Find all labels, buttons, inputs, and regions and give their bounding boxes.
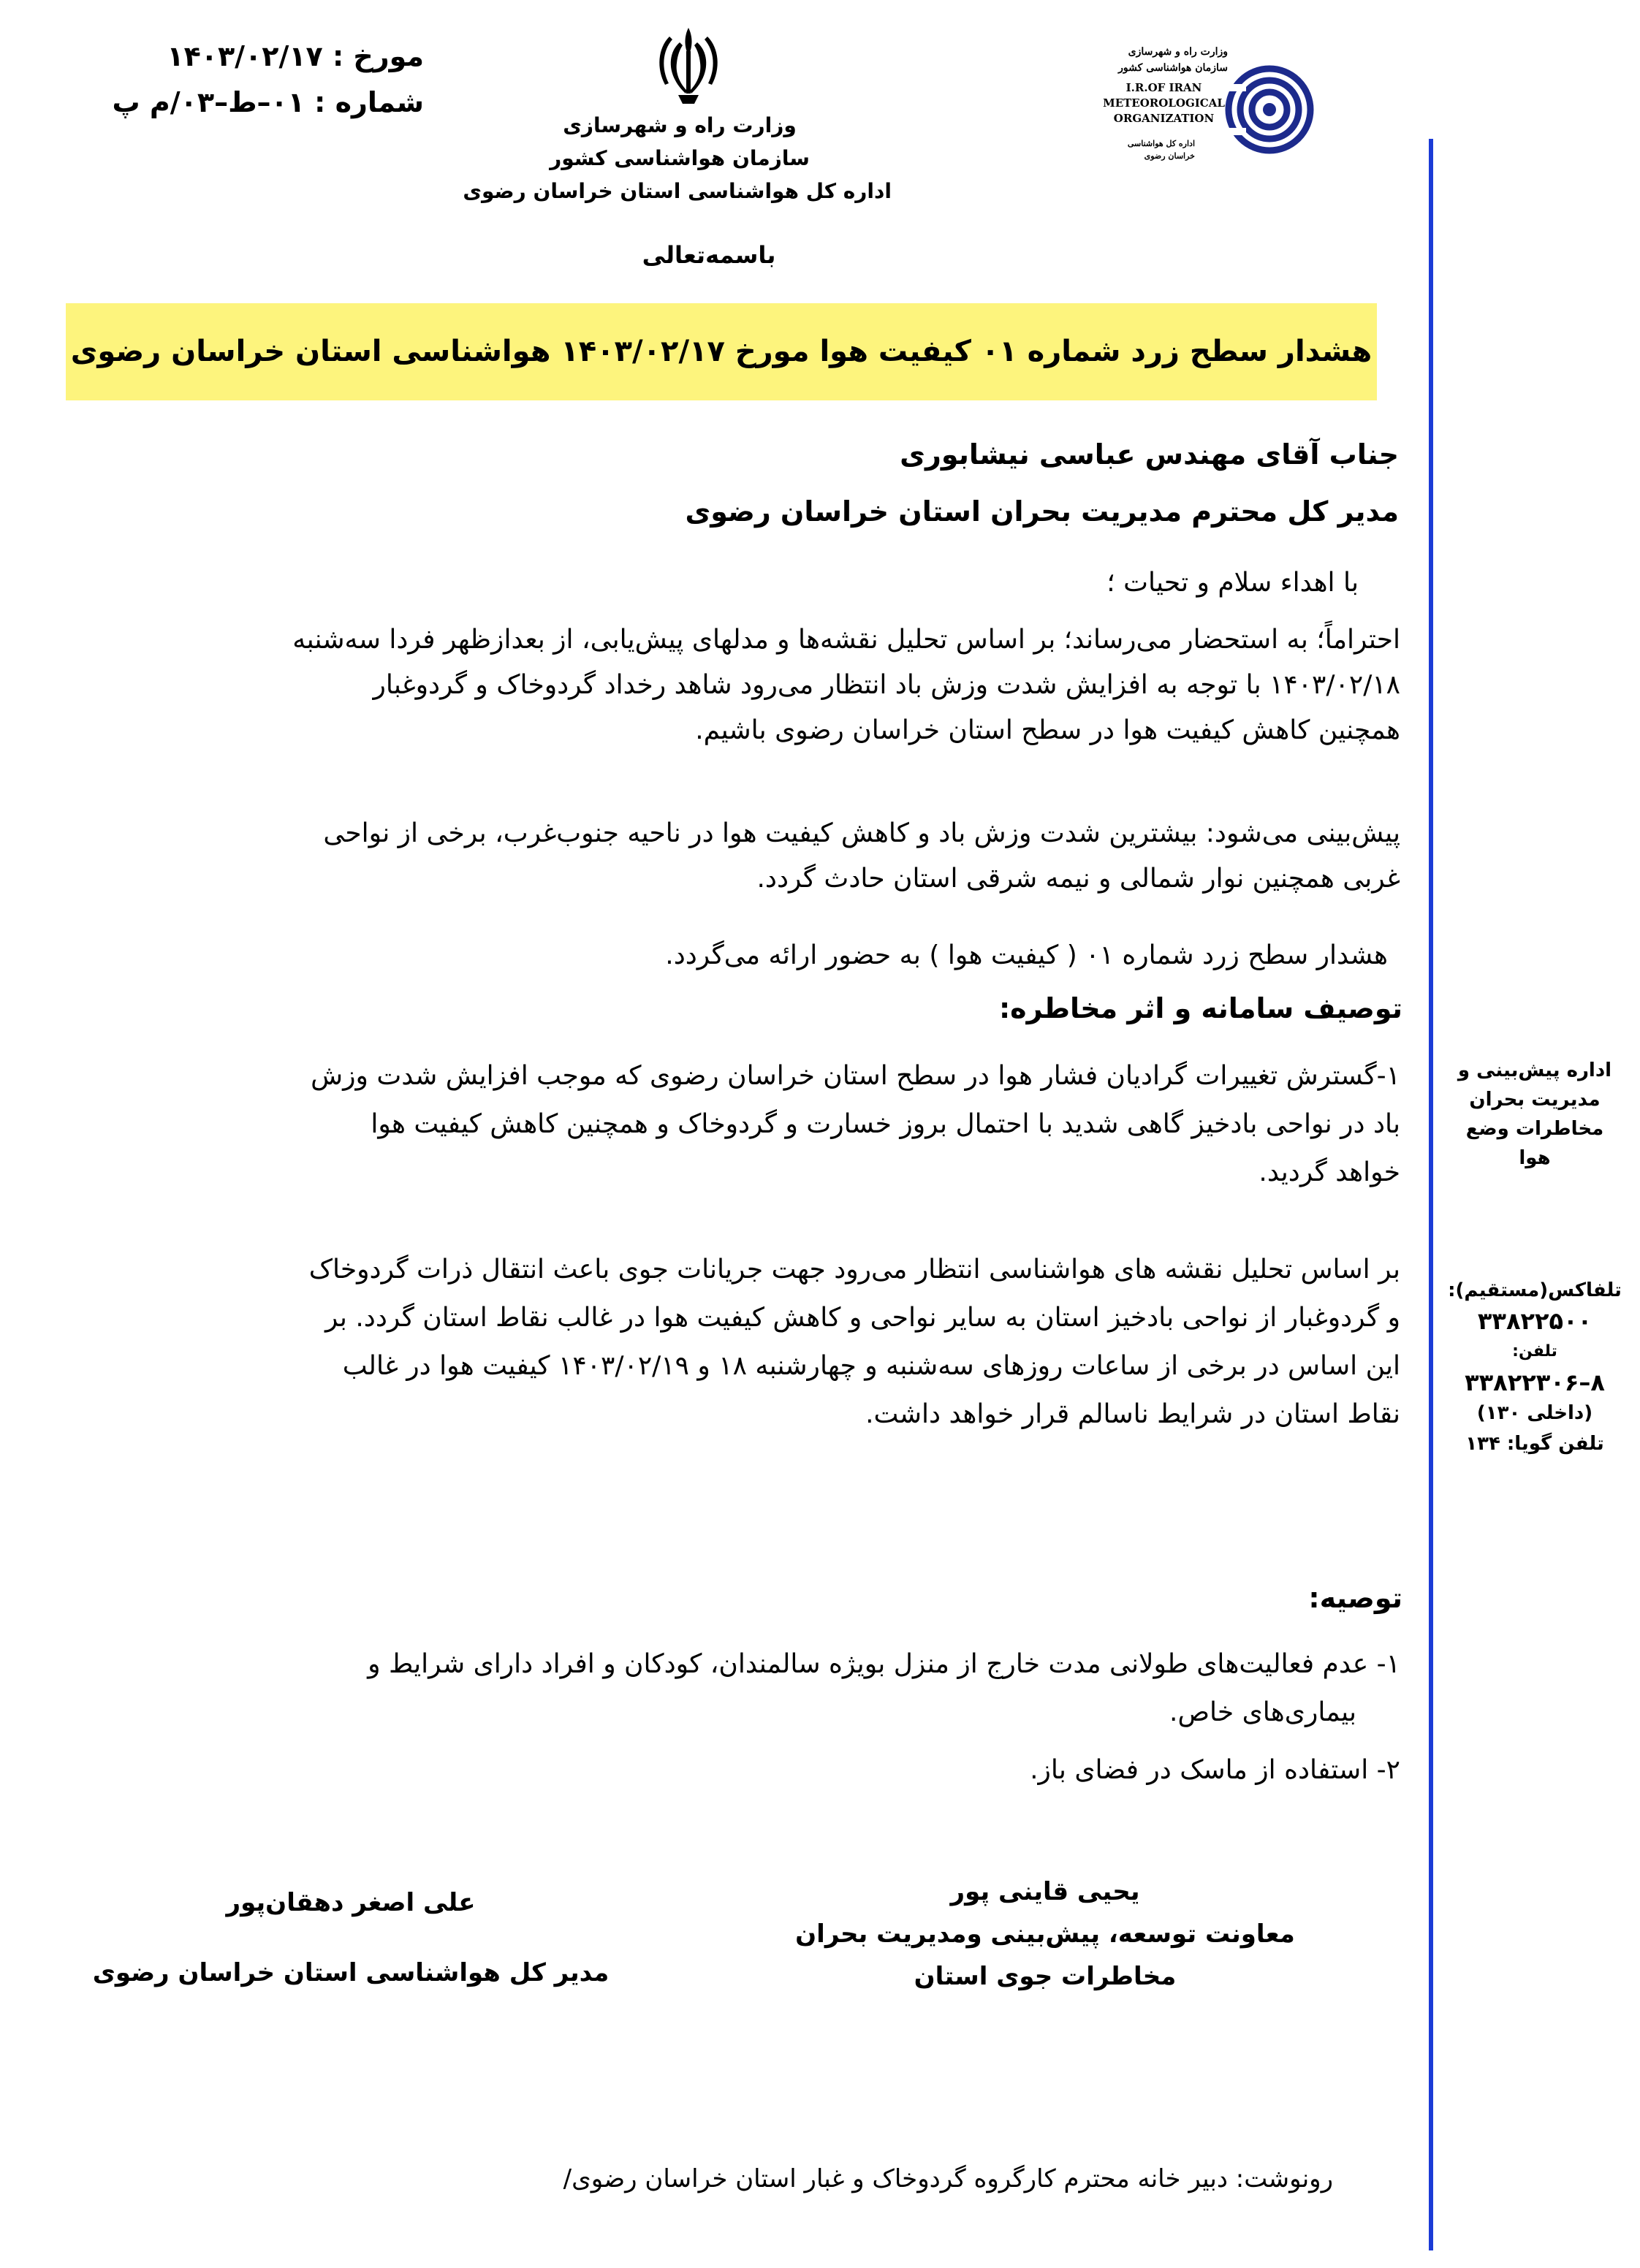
logo-fa-line-3: اداره کل هواشناسی — [1127, 139, 1195, 148]
forecast-paragraph: پیش‌بینی می‌شود: بیشترین شدت وزش باد و کاهش کیفیت هوا در ناحیه جنوب‌غرب، برخی از نواحی غربی همچنین نوار شمالی و نیمه شرقی استان حادث گردد. — [323, 818, 1400, 894]
description-paragraph-2: بر اساس تحلیل نقشه های هواشناسی انتظار می‌رود جهت جریانات جوی باعث انتقال ذرات گردوخاک و گردوغبار از نواحی بادخیز استان به سایر نواحی و کاهش کیفیت هوا در غالب نقاط استان گردد. بر این اساس در برخی از ساعات روزهای سه‌شنبه و چهارشنبه ۱۸ و ۱۴۰۳/۰۲/۱۹ کیفیت هوا در غالب نقاط استان در شرایط ناسالم قرار خواهد داشت. — [308, 1255, 1400, 1429]
addressee-name: جناب آقای مهندس عباسی نیشابوری — [900, 438, 1399, 471]
sidebar-divider — [1429, 139, 1433, 2250]
organization-name: سازمان هواشناسی کشور — [550, 146, 810, 170]
logo-en-line-1: I.R.OF IRAN — [1125, 81, 1202, 94]
logo-fa-line-1: وزارت راه و شهرسازی — [1128, 46, 1228, 58]
logo-fa-line-4: خراسان رضوی — [1144, 151, 1195, 161]
signatory-left-name: علی اصغر دهقان‌پور — [226, 1888, 476, 1917]
ministry-name: وزارت راه و شهرسازی — [563, 113, 797, 137]
logo-en-line-2: METEOROLOGICAL — [1103, 96, 1225, 110]
warning-banner-title: هشدار سطح زرد شماره ۰۱ کیفیت هوا مورخ ۱۴۰۳/۰۲/۱۷ هواشناسی استان خراسان رضوی — [70, 335, 1373, 368]
invocation: باسمه‌تعالی — [642, 241, 776, 269]
advice-item-1: ۱- عدم فعالیت‌های طولانی مدت خارج از منزل بویژه سالمندان، کودکان و افراد دارای شرایط و بیماری‌های خاص. — [368, 1649, 1400, 1727]
sidebar-contact — [1443, 1275, 1626, 1459]
signature-left — [73, 1881, 629, 1994]
advice-item-2: ۲- استفاده از ماسک در فضای باز. — [1030, 1755, 1400, 1785]
iran-emblem-icon — [642, 22, 735, 110]
signatory-right-title-2: مخاطرات جوی استان — [914, 1962, 1177, 1991]
carbon-copy: رونوشت: دبیر خانه محترم کارگروه گردوخاک و غبار استان خراسان رضوی/ — [563, 2164, 1333, 2193]
phone-number: ۸–۳۳۸۲۲۳۰۶ — [1465, 1369, 1605, 1396]
department-name: اداره کل هواشناسی استان خراسان رضوی — [463, 179, 892, 203]
voice-phone: تلفن گویا: ۱۳۴ — [1465, 1433, 1604, 1455]
warning-note: هشدار سطح زرد شماره ۰۱ ( کیفیت هوا ) به حضور ارائه می‌گردد. — [665, 940, 1388, 970]
swirl-logo-icon — [1224, 40, 1319, 189]
letter-number: شماره : ۰۱–ط–۰۳/م پ — [112, 86, 424, 118]
section-heading-advice: توصیه: — [1308, 1582, 1402, 1614]
addressee-title: مدیر کل محترم مدیریت بحران استان خراسان رضوی — [685, 495, 1399, 528]
fax-label: تلفاکس(مستقیم): — [1448, 1279, 1622, 1301]
greeting: با اهداء سلام و تحیات ؛ — [1106, 568, 1359, 598]
sidebar-unit-name: اداره پیش‌بینی و مدیریت بحران مخاطرات وضع هوا — [1457, 1059, 1612, 1169]
intro-paragraph: احتراماً؛ به استحضار می‌رساند؛ بر اساس تحلیل نقشه‌ها و مدلهای پیش‌یابی، از بعدازظهر فردا سه‌شنبه ۱۴۰۳/۰۲/۱۸ با توجه به افزایش شدت وزش باد انتظار می‌رود شاهد رخداد گردوخاک و گردوغبار همچنین کاهش کیفیت هوا در سطح استان خراسان رضوی باشیم. — [292, 625, 1400, 745]
logo-en-line-3: ORGANIZATION — [1113, 112, 1215, 125]
signatory-right-title-1: معاونت توسعه، پیش‌بینی ومدیریت بحران — [795, 1919, 1295, 1949]
logo-fa-line-2: سازمان هواشناسی کشور — [1118, 62, 1228, 74]
signatory-left-title: مدیر کل هواشناسی استان خراسان رضوی — [92, 1958, 610, 1987]
signature-right — [789, 1871, 1301, 1998]
phone-label: تلفن: — [1512, 1342, 1557, 1361]
phone-extension: (داخلی ۱۳۰) — [1476, 1402, 1593, 1424]
fax-number: ۳۳۸۲۲۵۰۰ — [1477, 1307, 1592, 1335]
section-heading-description: توصیف سامانه و اثر مخاطره: — [998, 992, 1402, 1024]
description-item-1: ۱-گسترش تغییرات گرادیان فشار هوا در سطح استان خراسان رضوی که موجب افزایش شدت وزش باد در نواحی بادخیز گاهی شدید با احتمال بروز خسارت و گردوخاک و همچنین کاهش کیفیت هوا خواهد گردید. — [311, 1061, 1400, 1187]
meteorological-organization-logo — [1100, 33, 1319, 194]
letter-date: مورخ : ۱۴۰۳/۰۲/۱۷ — [167, 40, 424, 72]
signatory-right-name: یحیی قاینی پور — [950, 1877, 1140, 1906]
